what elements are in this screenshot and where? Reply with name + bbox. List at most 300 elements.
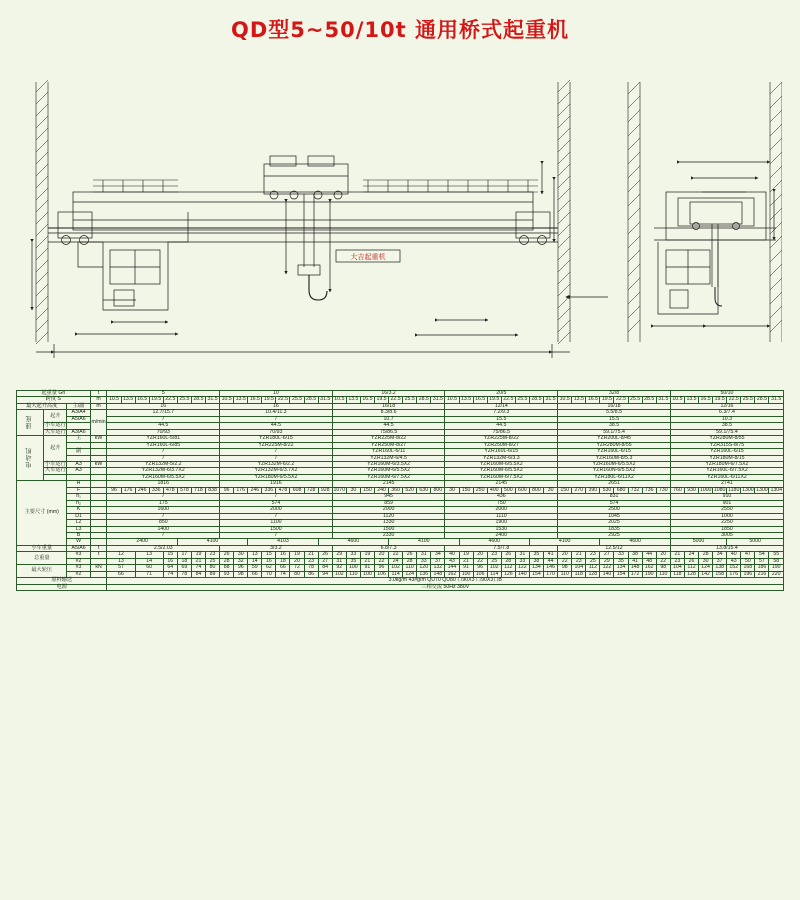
dim-value: 850 <box>107 520 220 526</box>
max-wheel-load-value: 142 <box>699 571 713 577</box>
total-weight-value: 22 <box>656 558 670 564</box>
total-weight-value: 26 <box>318 552 332 558</box>
max-wheel-load-value: 152 <box>727 565 741 571</box>
max-wheel-load-value: 94 <box>318 571 332 577</box>
dim-value: 1916 <box>220 481 333 487</box>
dim-h1-end: H1 <box>776 210 782 218</box>
capacity-value: 20/5 <box>445 391 558 397</box>
span-value: 16.5 <box>587 396 598 403</box>
max-wheel-load-value: 66 <box>107 571 135 577</box>
speed-value: 44.5 <box>220 423 333 429</box>
dim-value: 578 <box>177 487 191 493</box>
motor-value: YZR160M-6/5.5X2 <box>332 468 445 474</box>
dim-value: 800 <box>529 487 543 493</box>
max-wheel-load-value: 96 <box>374 565 388 571</box>
dim-row-label: W <box>67 539 90 545</box>
max-wheel-load-value: 134 <box>614 565 628 571</box>
speed-unit: m/min <box>90 410 107 436</box>
dim-value: 2925 <box>558 532 671 538</box>
total-weight-value: 44 <box>543 558 557 564</box>
max-wheel-load-value: 146 <box>543 565 557 571</box>
dim-value: 1816 <box>107 481 220 487</box>
total-weight-value: 29 <box>332 552 346 558</box>
max-wheel-load-value: 112 <box>501 565 515 571</box>
total-weight-value: 19 <box>360 552 374 558</box>
max-wheel-load-value: 128 <box>586 571 600 577</box>
total-weight-value: 13 <box>135 552 163 558</box>
span-value: 31.5 <box>656 397 670 403</box>
trolley-weight-value: 6.8/7.3 <box>332 545 445 551</box>
dim-value: 1330 <box>332 520 445 526</box>
dim-730: 730 <box>674 332 686 338</box>
max-wheel-load-value: 92 <box>332 565 346 571</box>
table-row <box>17 584 784 590</box>
dim-value: 1850 <box>670 526 783 532</box>
max-wheel-load-value: 100 <box>346 565 360 571</box>
span-value: 25.5 <box>404 396 415 403</box>
max-wheel-load-value: 91 <box>459 565 473 571</box>
total-weight-value: 30 <box>234 552 248 558</box>
max-wheel-load-value: 158 <box>713 571 727 577</box>
motor-row-label: 小车运行 <box>45 460 66 467</box>
motor-value: YZR160L-6/15 <box>670 449 783 455</box>
dim-row-label: h₁ <box>67 494 90 500</box>
total-weight-value: 19 <box>459 552 473 558</box>
dim-value: 608 <box>290 487 304 493</box>
trolley-weight-value: 12.5/12 <box>558 545 671 551</box>
lift-height-label: 最大起升高度 <box>17 403 67 409</box>
motor-value: YZR160M-6/7.5X2 <box>332 474 445 480</box>
speed-row-sub: A3/A6 <box>67 429 90 435</box>
capacity-value: 16/3.2 <box>332 391 445 397</box>
total-weight-value: 14 <box>248 558 262 564</box>
max-wheel-load-value: 172 <box>628 571 642 577</box>
max-wheel-load-value: 136 <box>417 571 431 577</box>
motor-value: YZR180L-6/11X2 <box>558 474 671 480</box>
dim-value: 2145 <box>445 481 558 487</box>
span-value: 13.5 <box>235 396 246 403</box>
speed-value: 59.1/75.4 <box>670 429 783 435</box>
span-value: 10.5 <box>446 396 458 403</box>
span-value: 16.5 <box>137 396 148 403</box>
total-weight-value: 40 <box>445 552 459 558</box>
dim-value: 760 <box>670 487 684 493</box>
span-value: 22.5 <box>165 396 176 403</box>
dim-value: 5000 <box>670 539 726 545</box>
dim-row-label: L3 <box>67 526 90 532</box>
dim-row-label: F <box>67 487 90 493</box>
dim-h: h <box>334 244 338 250</box>
dim-group-label: 主要尺寸 (mm) <box>17 481 67 546</box>
dim-value: 250 <box>473 487 487 493</box>
speed-value: 15.5 <box>445 416 558 422</box>
max-wheel-load-value: 154 <box>614 571 628 577</box>
dim-value: 4100 <box>177 539 247 545</box>
span-value: 22.5 <box>503 396 514 403</box>
power-value: 三相交流 50Hz 380V <box>107 584 784 590</box>
dim-230-right: 230 <box>555 361 567 367</box>
dim-b: B <box>721 186 727 192</box>
dim-value: 4100 <box>389 539 459 545</box>
max-wheel-load-value: 69 <box>177 565 191 571</box>
max-wheel-load-value: 176 <box>727 571 741 577</box>
dim-value: 3005 <box>670 532 783 538</box>
capacity-value: 32/8 <box>558 391 671 397</box>
max-wheel-load-value: 102 <box>332 571 346 577</box>
total-weight-value: 27 <box>318 558 332 564</box>
dim-value: 96 <box>220 487 234 493</box>
dim-value: 150 <box>459 487 473 493</box>
total-weight-value: 23 <box>670 558 684 564</box>
speed-value: 75/86.5 <box>332 429 445 435</box>
dim-value: 838 <box>206 487 220 493</box>
speed-value: 38.5 <box>558 423 671 429</box>
dim-value: 1530 <box>445 526 558 532</box>
trolley-weight-unit: t <box>90 545 107 551</box>
max-wheel-load-value: 110 <box>558 571 572 577</box>
max-wheel-load-value: 138 <box>713 565 727 571</box>
lift-height-value: 16 <box>107 403 220 409</box>
motor-value: YZR280M-8/55 <box>670 436 783 442</box>
dim-value: 4100 <box>529 539 600 545</box>
span-value: 19.5 <box>489 396 500 403</box>
max-wheel-load-value: 98 <box>234 571 248 577</box>
max-wheel-load-value: 91 <box>360 565 374 571</box>
dim-value: 478 <box>276 487 290 493</box>
dim-value: / <box>107 513 220 519</box>
motor-value: YZR160M-8/5.3 <box>558 455 671 461</box>
span-value: 25.5 <box>630 396 641 403</box>
total-weight-value: 22 <box>374 558 388 564</box>
dim-value: 1300 <box>742 486 754 493</box>
total-weight-value: 24 <box>684 552 698 558</box>
dim-row-label: L2 <box>67 520 90 526</box>
total-weight-value: 20 <box>558 552 572 558</box>
max-wheel-load-value: 124 <box>699 565 713 571</box>
dim-value: / <box>107 494 220 500</box>
span-value: 10.5 <box>221 396 232 403</box>
total-weight-value: 20 <box>473 552 487 558</box>
total-weight-value: 22 <box>558 558 572 564</box>
dim-value: 400 <box>487 487 501 493</box>
span-value: 28.5 <box>418 396 429 403</box>
dim-value: 718 <box>191 487 205 493</box>
motor-value: YZR180M-8/15 <box>670 455 783 461</box>
capacity-value: 10 <box>220 391 333 397</box>
motor-value: YZR225M-8/22 <box>220 442 333 448</box>
dim-s3: S3 <box>459 313 467 319</box>
dim-value: 336 <box>149 487 163 493</box>
motor-value: YZR180L-6/15 <box>220 436 333 442</box>
dim-f: F <box>30 238 34 244</box>
dim-value: 1300 <box>756 486 768 493</box>
dim-value: 4600 <box>459 539 529 545</box>
motor-value: YZR160M-6/5.5X2 <box>558 461 671 467</box>
total-weight-value: 20 <box>290 558 304 564</box>
max-wheel-load-value: 100 <box>360 571 374 577</box>
trolley-weight-sub: A5/A6 <box>67 545 90 551</box>
dim-value: 1080 <box>713 486 726 493</box>
max-wheel-load-value: 114 <box>389 571 403 577</box>
view-arrow-top: A向 <box>728 135 740 142</box>
dim-value: 2025 <box>558 520 671 526</box>
motor-value: YZR160M-6/7.5X2 <box>445 474 558 480</box>
total-weight-value: 21 <box>360 558 374 564</box>
max-wheel-load-value: 60 <box>135 565 163 571</box>
total-weight-value: 35 <box>346 558 360 564</box>
max-wheel-load-sub: #3 <box>67 565 90 571</box>
dim-value: 530 <box>600 487 614 493</box>
dim-value: 1120 <box>332 513 445 519</box>
speed-value: 44.5 <box>445 423 558 429</box>
span-value: 25.5 <box>179 396 190 403</box>
total-weight-value: 32 <box>234 558 248 564</box>
motor-value: YZR132M-6/3.7X2 <box>107 468 220 474</box>
max-wheel-load-value: 74 <box>163 571 177 577</box>
dim-row-label: B <box>67 532 90 538</box>
total-weight-value: 57 <box>755 558 769 564</box>
specification-table <box>16 390 784 885</box>
motor-value: YZR200L-8/45 <box>558 436 671 442</box>
dim-value: 901 <box>670 500 783 506</box>
span-value: 31.5 <box>320 396 331 403</box>
total-weight-value: 23 <box>487 552 501 558</box>
dim-value: 4600 <box>318 539 388 545</box>
speed-value: 7.2/9.3 <box>445 410 558 416</box>
span-value: 25.5 <box>742 396 753 403</box>
motor-value: YZR160L-6/15 <box>558 449 671 455</box>
motor-value: / <box>107 455 220 461</box>
total-weight-value: 22 <box>473 558 487 564</box>
total-weight-value: 43 <box>445 558 459 564</box>
motor-value: YZR132M-6/2.2 <box>220 461 333 467</box>
span-value: 25.5 <box>291 396 303 403</box>
dim-value: 750 <box>445 500 558 506</box>
max-wheel-load-value: 128 <box>684 571 698 577</box>
total-weight-value: 33 <box>614 552 628 558</box>
dim-value: 30 <box>543 487 557 493</box>
motor-group-label: 电动机 <box>17 436 44 481</box>
dim-1100: 1100 <box>134 316 148 322</box>
max-wheel-load-value: 84 <box>318 565 332 571</box>
dim-value: 175 <box>107 500 220 506</box>
dim-value: / <box>220 494 333 500</box>
crane-drawing <box>18 52 782 382</box>
total-weight-value: 28 <box>403 558 417 564</box>
speed-value: 44.5 <box>332 423 445 429</box>
dim-value: 150 <box>558 487 572 493</box>
trolley-weight-value: 13.8/15.4 <box>670 545 783 551</box>
trolley-weight-value: 2.5/2.03 <box>107 545 220 551</box>
dim-value: 30 <box>445 487 459 493</box>
motor-value: / <box>220 449 333 455</box>
span-value: 22.5 <box>615 396 627 403</box>
motor-value: YZR180M-6/5.5X2 <box>220 474 333 480</box>
dim-s1: S1 <box>114 294 122 300</box>
dim-value: 574 <box>558 500 671 506</box>
max-wheel-load-value: 96 <box>234 565 248 571</box>
max-wheel-load-value: 148 <box>628 565 642 571</box>
dim-value: / <box>107 532 220 538</box>
speed-value: 10.3 <box>670 416 783 422</box>
capacity-value: 5 <box>107 391 220 397</box>
max-wheel-load-value: 154 <box>529 571 543 577</box>
motor-value: YZR280M-8/55 <box>558 442 671 448</box>
total-weight-value: 20 <box>374 552 388 558</box>
lift-height-value: 16 <box>220 403 333 409</box>
total-weight-sub: #3 <box>67 552 90 558</box>
total-weight-value: 54 <box>755 552 769 558</box>
speed-value: 10.4/11.3 <box>220 410 333 416</box>
total-weight-value: 14 <box>135 558 163 564</box>
speed-value: 15.5 <box>558 416 671 422</box>
dim-value: 5000 <box>727 539 784 545</box>
dim-value: 2145 <box>332 481 445 487</box>
max-wheel-load-value: 80 <box>206 565 220 571</box>
total-weight-value: 23 <box>304 558 318 564</box>
max-wheel-load-value: 124 <box>403 571 417 577</box>
max-wheel-load-value: 72 <box>290 565 304 571</box>
span-value: 16.5 <box>249 396 260 403</box>
span-value: 25.5 <box>517 396 528 403</box>
dim-value: 1600 <box>107 507 220 513</box>
dim-value: 520 <box>403 487 417 493</box>
dim-value: 30 <box>346 487 360 493</box>
total-weight-value: 48 <box>642 558 656 564</box>
motor-value: YZR225M-8/22 <box>445 436 558 442</box>
motor-value: YZR132M-6/4.5 <box>332 455 445 461</box>
dim-value: 2000 <box>220 507 333 513</box>
total-weight-value: 33 <box>346 552 360 558</box>
max-wheel-load-value: 168 <box>741 565 755 571</box>
total-weight-value: 58 <box>769 558 784 564</box>
max-wheel-load-value: 118 <box>572 571 586 577</box>
span-value: 13.5 <box>461 396 472 403</box>
dim-value: / <box>220 532 333 538</box>
total-weight-value: 15 <box>163 552 177 558</box>
max-wheel-load-value: 112 <box>586 565 600 571</box>
motor-value: YZR132M-5/2.2 <box>107 461 220 467</box>
total-weight-value: 28 <box>220 558 234 564</box>
dim-value: 1045 <box>558 513 671 519</box>
dim-value: 1900 <box>445 520 558 526</box>
rail-label: 原料输送 <box>17 578 107 584</box>
dim-280-left: 280 <box>18 361 29 367</box>
max-wheel-load-value: 112 <box>684 565 698 571</box>
max-wheel-load-value: 170 <box>543 571 557 577</box>
motor-value: YZR315S-8/75 <box>670 442 783 448</box>
max-wheel-load-value: 196 <box>741 571 755 577</box>
total-weight-value: 43 <box>727 558 741 564</box>
trolley-weight-value: 7.5/7.8 <box>445 545 558 551</box>
speed-value: / <box>220 416 333 422</box>
total-weight-value: 50 <box>741 558 755 564</box>
motor-value: YZR160N-6/5.5X2 <box>558 468 671 474</box>
motor-value: YZR160L-6/11X2 <box>670 474 783 480</box>
dim-value: 1400 <box>107 526 220 532</box>
total-weight-value: 23 <box>572 558 586 564</box>
max-wheel-load-value: 216 <box>755 571 769 577</box>
max-wheel-load-value: 86 <box>304 571 318 577</box>
dim-value: 150 <box>360 487 374 493</box>
total-weight-value: 23 <box>586 552 600 558</box>
motor-value: YZR250M-8/27 <box>445 442 558 448</box>
dim-value: 2330 <box>332 532 445 538</box>
dim-value: 270 <box>572 487 586 493</box>
total-weight-value: 25 <box>487 558 501 564</box>
max-wheel-load-unit: kN <box>90 565 107 571</box>
max-wheel-load-value: 59 <box>248 565 262 571</box>
dim-s2: S2 <box>124 340 132 346</box>
max-wheel-load-value: 102 <box>389 565 403 571</box>
total-weight-value: 41 <box>543 552 557 558</box>
max-wheel-load-value: 220 <box>769 571 784 577</box>
span-value: 13.5 <box>686 396 697 403</box>
dim-value: 630 <box>417 487 431 493</box>
capacity-value: 50/10 <box>670 391 783 397</box>
dim-value: / <box>220 513 333 519</box>
dim-value: 910 <box>670 494 783 500</box>
capacity-label: 起重量 Gn <box>17 391 91 397</box>
dim-value: 2500 <box>558 507 671 513</box>
total-weight-value: 44 <box>642 552 656 558</box>
dim-value: 240 <box>374 487 388 493</box>
span-label: 跨度 S <box>17 397 91 403</box>
span-value: 13.5 <box>348 396 359 403</box>
speed-value: 5.5/8.5 <box>558 410 671 416</box>
total-weight-value: 38 <box>628 552 642 558</box>
max-wheel-load-value: 89 <box>206 571 220 577</box>
lift-height-value: 12/16 <box>670 403 783 409</box>
dim-value: 1000 <box>670 513 783 519</box>
lift-height-value: 12/14 <box>445 403 558 409</box>
dim-value: 360 <box>389 487 403 493</box>
total-weight-value: 23 <box>206 552 220 558</box>
dim-value: 831 <box>558 494 671 500</box>
capacity-unit: t <box>90 391 107 397</box>
dim-row-label: D1 <box>67 513 90 519</box>
dim-value: 1180 <box>728 486 740 493</box>
span-value: 19.5 <box>263 396 274 403</box>
motor-value: YZR160L-5/81 <box>107 436 220 442</box>
dim-280-right: 280 <box>575 361 587 367</box>
max-wheel-load-value: 134 <box>529 565 543 571</box>
span-value: 22.5 <box>277 396 288 403</box>
max-wheel-load-value: 71 <box>135 571 163 577</box>
total-weight-value: 19 <box>290 552 304 558</box>
max-wheel-load-value: 148 <box>431 571 445 577</box>
span-value: 13.5 <box>123 396 134 403</box>
total-weight-value: 30 <box>699 558 713 564</box>
total-weight-value: 12 <box>107 552 135 558</box>
dim-value: 1070 <box>333 486 346 493</box>
dim-value: 2400 <box>445 532 558 538</box>
total-weight-value: 26 <box>684 558 698 564</box>
speed-value: 8.3/8.6 <box>332 410 445 416</box>
span-value: 28.5 <box>193 396 204 403</box>
motor-value: YZR160L-6/11 <box>332 449 445 455</box>
span-value: 16.5 <box>700 396 711 403</box>
motor-value: / <box>107 449 220 455</box>
total-weight-value: 24 <box>389 558 403 564</box>
dim-value: 1100 <box>220 520 333 526</box>
dim-value: 336 <box>262 487 276 493</box>
total-weight-value: 18 <box>276 558 290 564</box>
span-value: 28.5 <box>756 396 767 403</box>
max-wheel-load-value: 190 <box>769 565 784 571</box>
dim-value: 2550 <box>670 507 783 513</box>
max-wheel-load-value: 190 <box>642 571 656 577</box>
